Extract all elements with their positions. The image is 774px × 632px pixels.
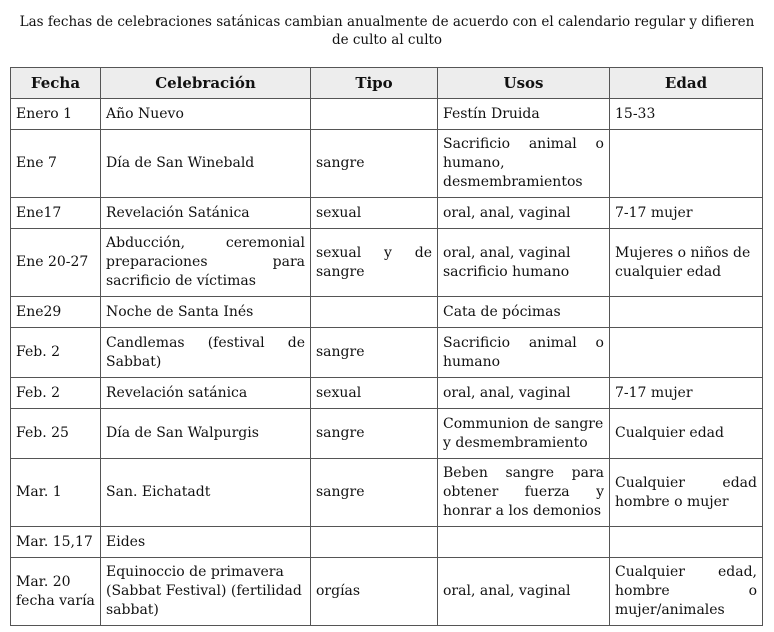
cell-usos: Beben sangre para obtener fuerza y honrar a los demonios [438,459,610,527]
table-row [11,99,763,130]
table-row [11,409,763,459]
table-row [11,558,763,626]
cell-celebracion: Revelación Satánica [101,198,311,229]
cell-edad: Cualquier edad hombre o mujer [610,459,763,527]
header-fecha: Fecha [11,68,101,99]
header-edad: Edad [610,68,763,99]
cell-edad: 15-33 [610,99,763,130]
cell-tipo: sangre [311,409,438,459]
cell-edad [610,328,763,378]
cell-tipo: sangre [311,130,438,198]
cell-fecha: Ene17 [11,198,101,229]
cell-usos [438,527,610,558]
table-row [11,378,763,409]
header-tipo: Tipo [311,68,438,99]
cell-edad: 7-17 mujer [610,378,763,409]
cell-usos: oral, anal, vaginal [438,198,610,229]
cell-tipo [311,527,438,558]
cell-fecha: Enero 1 [11,99,101,130]
cell-fecha: Feb. 2 [11,378,101,409]
table-row [11,130,763,198]
cell-usos: Festín Druida [438,99,610,130]
cell-celebracion: Noche de Santa Inés [101,297,311,328]
cell-fecha: Mar. 20 fecha varía [11,558,101,626]
table-caption: Las fechas de celebraciones satánicas cambian anualmente de acuerdo con el calendario regular y difieren de culto al culto [19,14,755,48]
celebrations-table [10,67,763,626]
cell-celebracion: Año Nuevo [101,99,311,130]
cell-usos: Cata de pócimas [438,297,610,328]
cell-edad: Cualquier edad, hombre o mujer/animales [610,558,763,626]
cell-usos: oral, anal, vaginal [438,558,610,626]
cell-fecha: Feb. 2 [11,328,101,378]
cell-celebracion: Día de San Walpurgis [101,409,311,459]
cell-celebracion: Eides [101,527,311,558]
header-usos: Usos [438,68,610,99]
header-row [11,68,763,99]
cell-celebracion: Día de San Winebald [101,130,311,198]
cell-tipo: orgías [311,558,438,626]
cell-tipo [311,297,438,328]
cell-usos: Sacrificio animal o humano, desmembramientos [438,130,610,198]
cell-edad [610,527,763,558]
cell-edad: Cualquier edad [610,409,763,459]
cell-celebracion: Abducción, ceremonial preparaciones para sacrificio de víctimas [101,229,311,297]
cell-usos: oral, anal, vaginal sacrificio humano [438,229,610,297]
cell-usos: oral, anal, vaginal [438,378,610,409]
cell-fecha: Ene 7 [11,130,101,198]
cell-fecha: Ene 20-27 [11,229,101,297]
cell-celebracion: Revelación satánica [101,378,311,409]
table-row [11,328,763,378]
cell-tipo: sangre [311,328,438,378]
cell-tipo [311,99,438,130]
cell-fecha: Ene29 [11,297,101,328]
cell-edad: 7-17 mujer [610,198,763,229]
cell-tipo: sexual [311,378,438,409]
table-row [11,229,763,297]
cell-fecha: Feb. 25 [11,409,101,459]
cell-tipo: sangre [311,459,438,527]
cell-usos: Communion de sangre y desmembramiento [438,409,610,459]
cell-edad: Mujeres o niños de cualquier edad [610,229,763,297]
table-row [11,297,763,328]
table-row [11,459,763,527]
table-row [11,198,763,229]
cell-tipo: sexual y de sangre [311,229,438,297]
cell-celebracion: Candlemas (festival de Sabbat) [101,328,311,378]
cell-celebracion: Equinoccio de primavera (Sabbat Festival) (fertilidad sabbat) [101,558,311,626]
cell-edad [610,297,763,328]
header-celebracion: Celebración [101,68,311,99]
cell-edad [610,130,763,198]
cell-fecha: Mar. 15,17 [11,527,101,558]
cell-celebracion: San. Eichatadt [101,459,311,527]
cell-usos: Sacrificio animal o humano [438,328,610,378]
cell-fecha: Mar. 1 [11,459,101,527]
cell-tipo: sexual [311,198,438,229]
table-row [11,527,763,558]
